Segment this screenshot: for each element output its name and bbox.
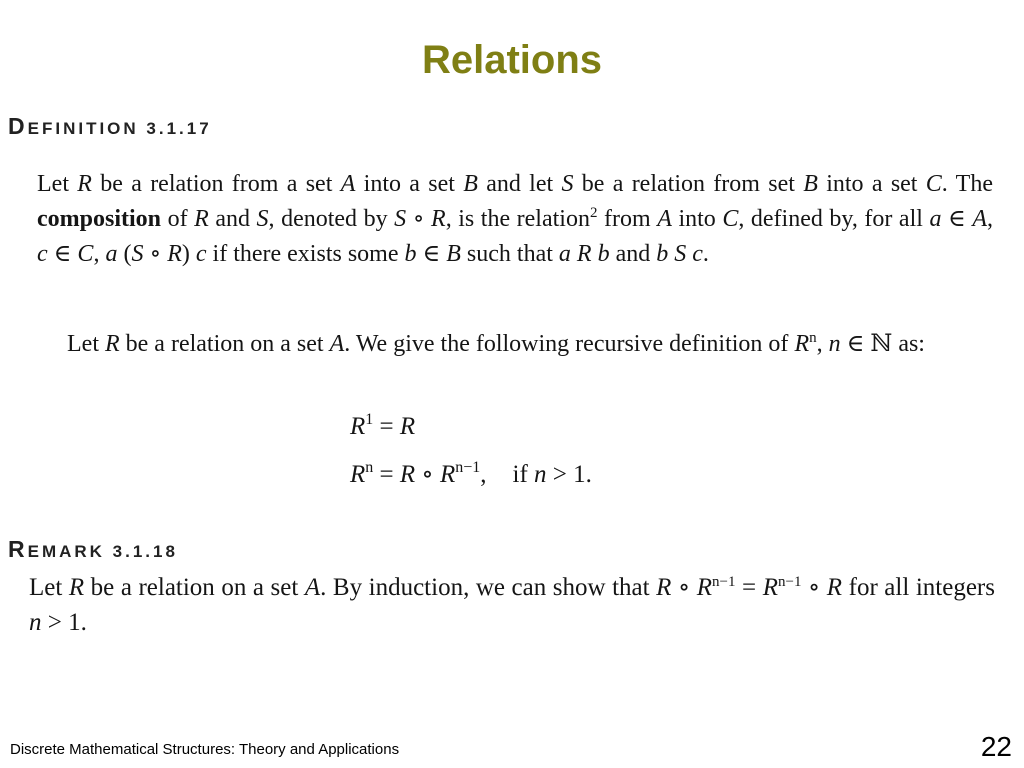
definition-text: into a set <box>817 171 926 197</box>
math-variable: R <box>167 241 182 267</box>
math-operator: ∈ <box>47 241 78 267</box>
math-exponent: n−1 <box>712 574 736 590</box>
math-variable: R <box>77 171 92 197</box>
math-variable: b <box>404 241 417 267</box>
definition-text: , denoted by <box>268 206 395 232</box>
math-variable: a <box>929 206 942 232</box>
math-operator: ∘ <box>801 574 827 601</box>
remark-paragraph <box>29 570 995 640</box>
math-operator: = <box>373 413 400 440</box>
footnote-marker: 2 <box>589 205 598 221</box>
definition-text: , defined by, for all <box>738 206 930 232</box>
math-exponent: 1 <box>365 411 374 428</box>
remark-heading <box>8 536 178 563</box>
math-variable: R <box>350 461 366 488</box>
definition-text: , is the relation <box>445 206 590 232</box>
math-variable: R <box>399 413 416 440</box>
recursive-text: , <box>816 331 829 357</box>
math-exponent: n <box>809 330 817 346</box>
math-variable: B <box>446 241 461 267</box>
math-variable: R <box>576 241 592 267</box>
definition-heading <box>8 113 212 140</box>
math-exponent: n−1 <box>777 574 802 590</box>
math-variable: S <box>394 206 407 232</box>
definition-text: . The <box>941 171 993 197</box>
math-variable: R <box>696 574 713 601</box>
math-variable: n <box>29 609 42 636</box>
remark-text: for all integers <box>842 574 995 601</box>
definition-text: Let <box>37 171 78 197</box>
definition-text: into a set <box>355 171 464 197</box>
definition-text: . <box>702 241 709 267</box>
formula-condition-text: if <box>512 461 535 488</box>
math-variable: B <box>463 171 478 197</box>
math-variable: b <box>656 241 669 267</box>
math-variable: A <box>329 331 345 357</box>
definition-text: and <box>609 241 657 267</box>
definition-text: and <box>208 206 257 232</box>
math-operator: ∘ <box>415 461 440 488</box>
math-operator: ∈ <box>416 241 447 267</box>
formula-r-one <box>350 413 415 441</box>
math-variable: R <box>794 331 810 357</box>
math-variable: A <box>657 206 672 232</box>
math-variable: R <box>656 574 672 601</box>
definition-text: if there exists some <box>206 241 405 267</box>
recursive-text: ∈ ℕ as: <box>840 331 925 357</box>
math-operator: ( <box>117 241 132 267</box>
math-operator: = <box>373 461 400 488</box>
remark-heading-rest: EMARK 3.1.18 <box>27 542 178 561</box>
remark-heading-initial: R <box>8 536 28 562</box>
math-variable: n <box>828 331 841 357</box>
math-variable: B <box>803 171 818 197</box>
math-variable: a <box>105 241 118 267</box>
remark-text: Let <box>29 574 69 601</box>
definition-text: , <box>93 241 106 267</box>
definition-text: and let <box>477 171 562 197</box>
math-operator: ∘ <box>671 574 697 601</box>
math-variable: C <box>77 241 94 267</box>
math-operator: ) <box>181 241 196 267</box>
math-variable: R <box>350 413 366 440</box>
math-variable: c <box>195 241 207 267</box>
math-operator: = <box>735 574 763 601</box>
math-variable: A <box>340 171 356 197</box>
recursive-definition-paragraph <box>21 327 993 362</box>
math-variable: C <box>925 171 942 197</box>
math-operator: ∘ <box>406 206 432 232</box>
math-variable: R <box>194 206 209 232</box>
math-variable: S <box>256 206 269 232</box>
definition-text: from <box>597 206 658 232</box>
math-variable: c <box>37 241 48 267</box>
math-variable: R <box>762 574 778 601</box>
definition-text: be a relation from set <box>573 171 804 197</box>
math-operator: ∘ <box>143 241 168 267</box>
formula-condition-text: > 1. <box>546 461 592 488</box>
math-punctuation: , <box>480 461 487 488</box>
math-variable: A <box>304 574 321 601</box>
math-variable: b <box>597 241 610 267</box>
slide-title: Relations <box>421 38 603 82</box>
math-variable: A <box>972 206 987 232</box>
math-variable: R <box>826 574 843 601</box>
definition-term-composition: composition <box>37 206 162 232</box>
footer-book-title: Discrete Mathematical Structures: Theory and Applications <box>10 741 400 758</box>
page-number: 22 <box>980 731 1012 762</box>
definition-text: of <box>161 206 195 232</box>
math-variable: n <box>534 461 547 488</box>
math-variable: S <box>131 241 144 267</box>
math-variable: C <box>722 206 739 232</box>
definition-text: into <box>671 206 723 232</box>
math-variable: S <box>561 171 574 197</box>
recursive-text: be a relation on a set <box>119 331 330 357</box>
definition-text: be a relation from a set <box>91 171 341 197</box>
math-variable: R <box>399 461 416 488</box>
math-variable: R <box>431 206 446 232</box>
math-variable: S <box>674 241 687 267</box>
remark-text: . By induction, we can show that <box>320 574 657 601</box>
recursive-text: Let <box>67 331 105 357</box>
math-exponent: n−1 <box>455 459 481 476</box>
definition-heading-initial: D <box>8 113 28 139</box>
remark-text: be a relation on a set <box>84 574 305 601</box>
math-variable: a <box>558 241 571 267</box>
formula-r-n <box>350 459 592 489</box>
math-variable: R <box>68 574 85 601</box>
math-variable: R <box>104 331 120 357</box>
math-exponent: n <box>365 459 374 476</box>
definition-text: , <box>987 206 993 232</box>
recursive-text: . We give the following recursive definition of <box>344 331 795 357</box>
remark-text: > 1. <box>41 609 87 636</box>
definition-paragraph <box>37 167 993 272</box>
math-variable: R <box>439 461 456 488</box>
math-variable: c <box>692 241 703 267</box>
definition-text: such that <box>460 241 559 267</box>
math-operator: ∈ <box>941 206 973 232</box>
definition-heading-rest: EFINITION 3.1.17 <box>27 119 212 138</box>
